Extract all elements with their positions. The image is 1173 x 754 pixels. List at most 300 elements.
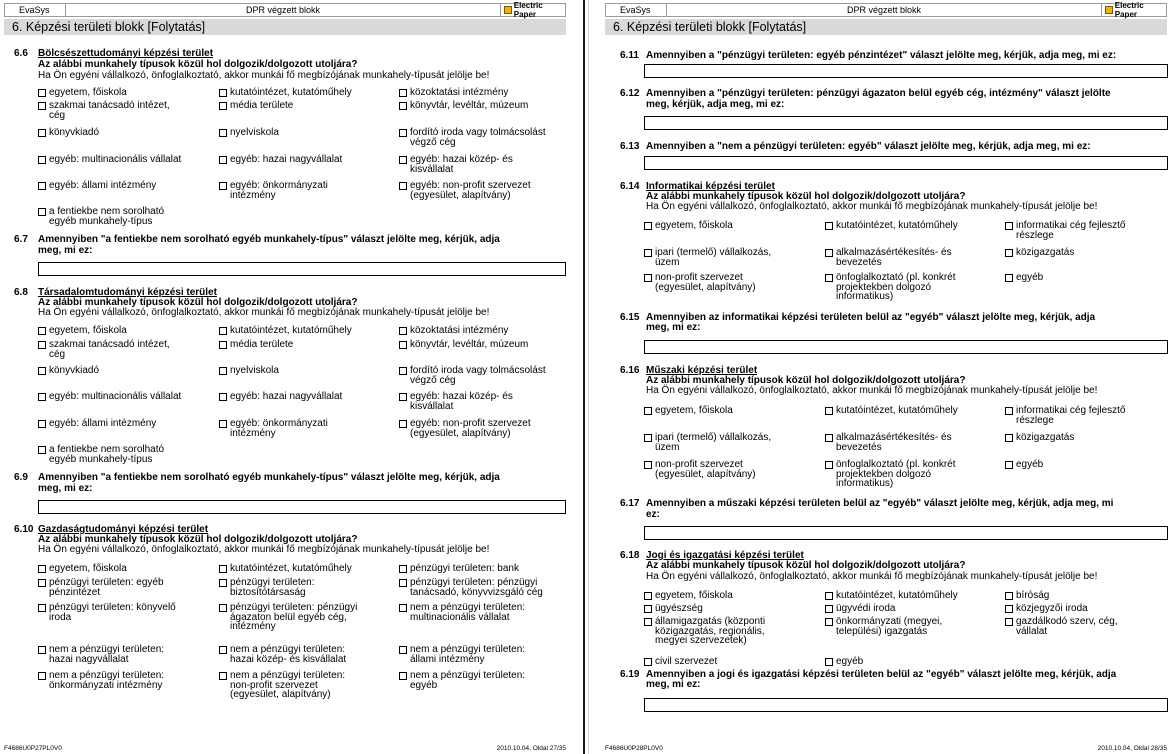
question-instruction-note: Ha Ön egyéni vállalkozó, önfoglalkoztató, akkor munkái fő megbízójának munkahely-típusát jelölje be! — [38, 307, 490, 318]
option-item[interactable] — [399, 671, 525, 690]
option-item[interactable] — [219, 645, 346, 664]
option-label: egyéb: hazai nagyvállalat — [230, 154, 343, 165]
option-label: ügyészség — [655, 603, 703, 614]
option-item[interactable] — [644, 591, 733, 601]
question-text-cont: meg, mi ez: — [38, 245, 93, 256]
option-label: pénzügyi területen: pénzügyi ágazaton belül egyéb cég, intézmény — [230, 602, 358, 632]
option-item[interactable] — [644, 657, 717, 667]
checkbox[interactable] — [219, 646, 227, 654]
question-text-cont: meg, mi ez: — [646, 322, 701, 333]
question-instruction-note: Ha Ön egyéni vállalkozó, önfoglalkoztató, akkor munkái fő megbízójának munkahely-típusát jelölje be! — [646, 201, 1098, 212]
option-label: fordító iroda vagy tolmácsolást végző cég — [410, 127, 546, 148]
option-item[interactable] — [399, 392, 513, 411]
option-label: kutatóintézet, kutatóműhely — [836, 405, 958, 416]
option-item[interactable] — [399, 326, 508, 336]
option-label: közigazgatás — [1016, 432, 1075, 443]
question-instruction-note: Ha Ön egyéni vállalkozó, önfoglalkoztató, akkor munkái fő megbízójának munkahely-típusát jelölje be! — [646, 385, 1098, 396]
option-item[interactable] — [1005, 273, 1043, 283]
answer-text-field[interactable] — [644, 526, 1168, 540]
checkbox[interactable] — [825, 222, 833, 230]
checkbox[interactable] — [825, 461, 833, 469]
section-title: 6. Képzési területi blokk [Folytatás] — [605, 19, 1167, 35]
question-text: Amennyiben a műszaki képzési területen belül az "egyéb" választ jelölte meg, kérjük, adja meg, mi — [646, 498, 1114, 509]
checkbox[interactable] — [1005, 407, 1013, 415]
option-item[interactable] — [38, 326, 127, 336]
checkbox[interactable] — [38, 646, 46, 654]
page-divider — [583, 0, 585, 754]
option-label: önfoglalkoztató (pl. konkrét projektekben dolgozó informatikus) — [836, 272, 956, 302]
option-item[interactable] — [38, 101, 170, 120]
checkbox[interactable] — [1005, 249, 1013, 257]
option-label: a fentiekbe nem sorolható egyéb munkahely-típus — [49, 206, 165, 227]
option-label: egyéb — [1016, 459, 1044, 470]
section-title: 6. Képzési területi blokk [Folytatás] — [4, 19, 566, 35]
checkbox[interactable] — [399, 182, 407, 190]
option-label: pénzügyi területen: biztosítótársaság — [230, 577, 315, 598]
page-divider-shadow — [588, 0, 589, 754]
answer-text-field[interactable] — [38, 500, 566, 514]
question-number: 6.8 — [14, 287, 28, 298]
question-instruction: Az alábbi munkahely típusok közül hol dolgozik/dolgozott utoljára? — [38, 59, 358, 70]
question-instruction: Az alábbi munkahely típusok közül hol dolgozik/dolgozott utoljára? — [646, 375, 966, 386]
option-item[interactable] — [38, 366, 99, 376]
option-item[interactable] — [399, 181, 531, 200]
checkbox[interactable] — [38, 156, 46, 164]
option-label: nem a pénzügyi területen: hazai közép- és kisvállalat — [230, 644, 347, 665]
question-text: Amennyiben a jogi és igazgatási képzési területen belül az "egyéb" választ jelölte meg, kérjük, adja — [646, 669, 1117, 680]
option-item[interactable] — [1005, 617, 1118, 636]
option-item[interactable] — [825, 248, 952, 267]
option-item[interactable] — [1005, 406, 1126, 425]
checkbox[interactable] — [825, 605, 833, 613]
option-item[interactable] — [38, 155, 181, 165]
option-label: pénzügyi területen: bank — [410, 563, 519, 574]
checkbox[interactable] — [38, 393, 46, 401]
checkbox[interactable] — [219, 672, 227, 680]
option-label: önkormányzati (megyei, települési) igazgatás — [836, 616, 943, 637]
electric-paper-icon — [504, 6, 512, 14]
option-item[interactable] — [219, 578, 315, 597]
checkbox[interactable] — [644, 222, 652, 230]
checkbox[interactable] — [38, 89, 46, 97]
option-label: nyelviskola — [230, 365, 279, 376]
option-item[interactable] — [1005, 591, 1049, 601]
option-item[interactable] — [219, 366, 279, 376]
option-label: egyéb: non-profit szervezet (egyesület, alapítvány) — [410, 418, 531, 439]
checkbox[interactable] — [38, 129, 46, 137]
system-name: EvaSys — [605, 3, 667, 17]
checkbox[interactable] — [644, 658, 652, 666]
option-item[interactable] — [644, 460, 756, 479]
checkbox[interactable] — [38, 208, 46, 216]
brand-logo: Electric Paper — [500, 3, 566, 17]
checkbox[interactable] — [1005, 461, 1013, 469]
option-label: közigazgatás — [1016, 247, 1075, 258]
option-label: kutatóintézet, kutatóműhely — [230, 325, 352, 336]
checkbox[interactable] — [399, 102, 407, 110]
option-item[interactable] — [825, 406, 958, 416]
option-item[interactable] — [38, 392, 181, 402]
option-label: egyéb: önkormányzati intézmény — [230, 180, 328, 201]
option-label: fordító iroda vagy tolmácsolást végző cég — [410, 365, 546, 386]
option-item[interactable] — [644, 273, 756, 292]
option-label: nem a pénzügyi területen: hazai nagyvállalat — [49, 644, 165, 665]
option-label: ipari (termelő) vállalkozás, üzem — [655, 432, 772, 453]
question-instruction: Az alábbi munkahely típusok közül hol dolgozik/dolgozott utoljára? — [38, 534, 358, 545]
option-item[interactable] — [38, 645, 164, 664]
option-label: egyéb: állami intézmény — [49, 418, 157, 429]
option-item[interactable] — [399, 578, 543, 597]
question-text-cont: meg, mi ez: — [38, 483, 93, 494]
question-text: Amennyiben "a fentiekbe nem sorolható egyéb munkahely-típus" választ jelölte meg, kérjük, adja — [38, 472, 500, 483]
option-label: a fentiekbe nem sorolható egyéb munkahely-típus — [49, 444, 165, 465]
option-item[interactable] — [399, 366, 546, 385]
option-label: pénzügyi területen: egyéb pénzintézet — [49, 577, 164, 598]
option-item[interactable] — [1005, 604, 1088, 614]
option-item[interactable] — [38, 181, 156, 191]
option-label: nyelviskola — [230, 127, 279, 138]
checkbox[interactable] — [399, 341, 407, 349]
option-label: egyéb: állami intézmény — [49, 180, 157, 191]
checkbox[interactable] — [644, 407, 652, 415]
checkbox[interactable] — [644, 618, 652, 626]
option-label: gazdálkodó szerv, cég, vállalat — [1016, 616, 1118, 637]
option-item[interactable] — [1005, 433, 1074, 443]
option-item[interactable] — [644, 406, 733, 416]
option-item[interactable] — [644, 604, 703, 614]
checkbox[interactable] — [399, 579, 407, 587]
footer-date: 2010.10.04, Oldal 28/35 — [1097, 745, 1167, 752]
checkbox[interactable] — [38, 341, 46, 349]
option-item[interactable] — [399, 340, 528, 350]
option-item[interactable] — [219, 340, 293, 350]
option-item[interactable] — [644, 221, 733, 231]
option-item[interactable] — [38, 88, 127, 98]
checkbox[interactable] — [38, 604, 46, 612]
checkbox[interactable] — [219, 182, 227, 190]
option-label: közoktatási intézmény — [410, 87, 509, 98]
checkbox[interactable] — [38, 102, 46, 110]
answer-text-field[interactable] — [644, 698, 1168, 712]
checkbox[interactable] — [219, 420, 227, 428]
option-item[interactable] — [399, 88, 508, 98]
option-label: kutatóintézet, kutatóműhely — [230, 563, 352, 574]
option-item[interactable] — [38, 578, 164, 597]
option-item[interactable] — [399, 155, 513, 174]
checkbox[interactable] — [644, 249, 652, 257]
checkbox[interactable] — [1005, 274, 1013, 282]
option-label: nem a pénzügyi területen: non-profit szervezet (egyesület, alapítvány) — [230, 670, 346, 700]
page-27 — [0, 0, 572, 754]
checkbox[interactable] — [38, 327, 46, 335]
checkbox[interactable] — [219, 565, 227, 573]
option-label: egyéb: hazai közép- és kisvállalat — [410, 154, 513, 175]
option-item[interactable] — [399, 564, 519, 574]
checkbox[interactable] — [1005, 592, 1013, 600]
question-number: 6.7 — [14, 234, 28, 245]
form-title: DPR végzett blokk — [667, 3, 1101, 17]
option-item[interactable] — [38, 564, 127, 574]
checkbox[interactable] — [1005, 605, 1013, 613]
option-item[interactable] — [219, 603, 357, 632]
option-item[interactable] — [1005, 460, 1043, 470]
checkbox[interactable] — [825, 274, 833, 282]
option-label: egyetem, főiskola — [655, 590, 733, 601]
checkbox[interactable] — [399, 420, 407, 428]
option-item[interactable] — [399, 419, 531, 438]
checkbox[interactable] — [825, 407, 833, 415]
option-label: egyéb: multinacionális vállalat — [49, 154, 182, 165]
option-item[interactable] — [825, 433, 952, 452]
checkbox[interactable] — [399, 646, 407, 654]
question-text: Amennyiben a "nem a pénzügyi területen: egyéb" választ jelölte meg, kérjük, adja meg, mi ez: — [646, 141, 1091, 152]
option-label: közoktatási intézmény — [410, 325, 509, 336]
option-label: kutatóintézet, kutatóműhely — [836, 590, 958, 601]
option-item[interactable] — [219, 326, 352, 336]
option-item[interactable] — [644, 248, 771, 267]
question-title: Jogi és igazgatási képzési terület — [646, 550, 804, 561]
option-label: szakmai tanácsadó intézet, cég — [49, 339, 170, 360]
option-item[interactable] — [1005, 248, 1074, 258]
option-item[interactable] — [38, 207, 164, 226]
checkbox[interactable] — [38, 565, 46, 573]
option-item[interactable] — [219, 181, 328, 200]
option-label: könyvtár, levéltár, múzeum — [410, 339, 529, 350]
checkbox[interactable] — [644, 461, 652, 469]
option-item[interactable] — [1005, 221, 1126, 240]
option-label: könyvtár, levéltár, múzeum — [410, 100, 529, 111]
checkbox[interactable] — [38, 579, 46, 587]
question-text-cont: meg, mi ez: — [646, 679, 701, 690]
checkbox[interactable] — [219, 393, 227, 401]
checkbox[interactable] — [38, 182, 46, 190]
option-label: média területe — [230, 339, 294, 350]
checkbox[interactable] — [1005, 618, 1013, 626]
checkbox[interactable] — [219, 604, 227, 612]
option-label: alkalmazásértékesítés- és bevezetés — [836, 247, 952, 268]
question-instruction-note: Ha Ön egyéni vállalkozó, önfoglalkoztató, akkor munkái fő megbízójának munkahely-típusát jelölje be! — [38, 70, 490, 81]
question-number: 6.6 — [14, 48, 28, 59]
question-title: Társadalomtudományi képzési terület — [38, 287, 217, 298]
checkbox[interactable] — [399, 129, 407, 137]
option-label: egyéb: multinacionális vállalat — [49, 391, 182, 402]
option-label: államigazgatás (központi közigazgatás, regionális, megyei szervezetek) — [655, 616, 766, 646]
option-label: média területe — [230, 100, 294, 111]
question-number: 6.9 — [14, 472, 28, 483]
option-item[interactable] — [644, 617, 765, 646]
option-item[interactable] — [219, 88, 352, 98]
checkbox[interactable] — [219, 129, 227, 137]
option-label: non-profit szervezet (egyesület, alapítvány) — [655, 272, 756, 293]
checkbox[interactable] — [399, 327, 407, 335]
option-item[interactable] — [219, 128, 279, 138]
answer-text-field[interactable] — [644, 156, 1168, 170]
checkbox[interactable] — [399, 367, 407, 375]
checkbox[interactable] — [399, 89, 407, 97]
system-name: EvaSys — [4, 3, 66, 17]
option-item[interactable] — [825, 604, 895, 614]
brand-logo: Electric Paper — [1101, 3, 1167, 17]
page-gutter — [576, 0, 598, 754]
checkbox[interactable] — [825, 658, 833, 666]
option-item[interactable] — [38, 671, 164, 690]
question-text: Amennyiben a "pénzügyi területen: pénzügyi ágazaton belül egyéb cég, intézmény" választ jelölte — [646, 88, 1111, 99]
question-number: 6.18 — [620, 550, 640, 561]
option-item[interactable] — [399, 603, 525, 622]
checkbox[interactable] — [219, 102, 227, 110]
option-label: pénzügyi területen: pénzügyi tanácsadó, könyvvizsgáló cég — [410, 577, 543, 598]
option-label: egyetem, főiskola — [655, 405, 733, 416]
option-item[interactable] — [644, 433, 771, 452]
checkbox[interactable] — [38, 367, 46, 375]
question-title: Műszaki képzési terület — [646, 365, 758, 376]
option-item[interactable] — [825, 460, 956, 489]
question-title: Informatikai képzési terület — [646, 181, 775, 192]
option-label: kutatóintézet, kutatóműhely — [230, 87, 352, 98]
option-label: informatikai cég fejlesztő részlege — [1016, 220, 1126, 241]
option-item[interactable] — [825, 273, 956, 302]
option-label: civil szervezet — [655, 656, 718, 667]
option-label: közjegyzői iroda — [1016, 603, 1088, 614]
answer-text-field[interactable] — [644, 64, 1168, 78]
option-label: ipari (termelő) vállalkozás, üzem — [655, 247, 772, 268]
electric-paper-icon — [1105, 6, 1113, 14]
answer-text-field[interactable] — [38, 262, 566, 276]
question-number: 6.10 — [14, 524, 34, 535]
option-item[interactable] — [399, 645, 525, 664]
option-item[interactable] — [38, 603, 176, 622]
option-label: informatikai cég fejlesztő részlege — [1016, 405, 1126, 426]
option-label: alkalmazásértékesítés- és bevezetés — [836, 432, 952, 453]
option-item[interactable] — [38, 340, 170, 359]
checkbox[interactable] — [399, 393, 407, 401]
question-instruction: Az alábbi munkahely típusok közül hol dolgozik/dolgozott utoljára? — [646, 560, 966, 571]
option-label: pénzügyi területen: könyvelő iroda — [49, 602, 176, 623]
checkbox[interactable] — [399, 672, 407, 680]
option-item[interactable] — [219, 419, 328, 438]
question-number: 6.15 — [620, 312, 640, 323]
page-header — [4, 3, 566, 17]
checkbox[interactable] — [219, 367, 227, 375]
option-label: ügyvédi iroda — [836, 603, 896, 614]
form-title: DPR végzett blokk — [66, 3, 500, 17]
option-item[interactable] — [219, 671, 345, 700]
question-number: 6.12 — [620, 88, 640, 99]
option-label: könyvkiadó — [49, 127, 100, 138]
page-28 — [601, 0, 1173, 754]
option-item[interactable] — [219, 392, 342, 402]
question-instruction: Az alábbi munkahely típusok közül hol dolgozik/dolgozott utoljára? — [646, 191, 966, 202]
option-label: egyéb — [1016, 272, 1044, 283]
option-label: egyetem, főiskola — [49, 325, 127, 336]
question-number: 6.11 — [620, 50, 639, 61]
option-label: egyetem, főiskola — [49, 87, 127, 98]
checkbox[interactable] — [825, 618, 833, 626]
option-label: non-profit szervezet (egyesület, alapítvány) — [655, 459, 756, 480]
checkbox[interactable] — [219, 89, 227, 97]
option-label: egyéb — [836, 656, 864, 667]
option-label: egyéb: hazai közép- és kisvállalat — [410, 391, 513, 412]
footer-date: 2010.10.04, Oldal 27/35 — [496, 745, 566, 752]
option-label: egyetem, főiskola — [655, 220, 733, 231]
option-label: nem a pénzügyi területen: multinacionális vállalat — [410, 602, 526, 623]
answer-text-field[interactable] — [644, 340, 1168, 354]
option-label: egyetem, főiskola — [49, 563, 127, 574]
question-title: Gazdaságtudományi képzési terület — [38, 524, 209, 535]
option-item[interactable] — [825, 617, 942, 636]
footer-code: F4686U0P27PL0V0 — [4, 745, 62, 752]
question-text-cont: meg, kérjük, adja meg, mi ez: — [646, 99, 785, 110]
question-number: 6.16 — [620, 365, 640, 376]
checkbox[interactable] — [219, 156, 227, 164]
question-text: Amennyiben az informatikai képzési területen belül az "egyéb" választ jelölte meg, kérjük, adja — [646, 312, 1096, 323]
question-number: 6.17 — [620, 498, 640, 509]
checkbox[interactable] — [219, 341, 227, 349]
checkbox[interactable] — [38, 420, 46, 428]
option-label: könyvkiadó — [49, 365, 100, 376]
option-item[interactable] — [219, 564, 352, 574]
option-item[interactable] — [825, 221, 958, 231]
option-item[interactable] — [38, 128, 99, 138]
checkbox[interactable] — [644, 434, 652, 442]
checkbox[interactable] — [825, 249, 833, 257]
option-item[interactable] — [219, 101, 293, 111]
checkbox[interactable] — [644, 605, 652, 613]
checkbox[interactable] — [399, 604, 407, 612]
question-text: Amennyiben a "pénzügyi területen: egyéb pénzintézet" választ jelölte meg, kérjük, adja meg, mi ez: — [646, 50, 1117, 61]
option-item[interactable] — [399, 101, 528, 111]
question-text-cont: ez: — [646, 509, 660, 520]
footer-code: F4686U0P28PL0V0 — [605, 745, 663, 752]
option-label: egyéb: önkormányzati intézmény — [230, 418, 328, 439]
checkbox[interactable] — [644, 592, 652, 600]
checkbox[interactable] — [825, 592, 833, 600]
option-item[interactable] — [825, 591, 958, 601]
checkbox[interactable] — [1005, 222, 1013, 230]
option-label: kutatóintézet, kutatóműhely — [836, 220, 958, 231]
checkbox[interactable] — [644, 274, 652, 282]
checkbox[interactable] — [38, 446, 46, 454]
checkbox[interactable] — [825, 434, 833, 442]
question-title: Bölcsészettudományi képzési terület — [38, 48, 214, 59]
checkbox[interactable] — [219, 579, 227, 587]
option-item[interactable] — [399, 128, 546, 147]
option-item[interactable] — [38, 445, 164, 464]
page-header — [605, 3, 1167, 17]
checkbox[interactable] — [399, 156, 407, 164]
option-label: bíróság — [1016, 590, 1050, 601]
question-text: Amennyiben "a fentiekbe nem sorolható egyéb munkahely-típus" választ jelölte meg, kérjük, adja — [38, 234, 500, 245]
checkbox[interactable] — [399, 565, 407, 573]
question-number: 6.13 — [620, 141, 640, 152]
checkbox[interactable] — [1005, 434, 1013, 442]
option-label: szakmai tanácsadó intézet, cég — [49, 100, 170, 121]
option-label: nem a pénzügyi területen: önkormányzati intézmény — [49, 670, 165, 691]
option-label: egyéb: hazai nagyvállalat — [230, 391, 343, 402]
question-number: 6.14 — [620, 181, 640, 192]
checkbox[interactable] — [38, 672, 46, 680]
option-item[interactable] — [38, 419, 156, 429]
option-label: önfoglalkoztató (pl. konkrét projektekben dolgozó informatikus) — [836, 459, 956, 489]
option-item[interactable] — [219, 155, 342, 165]
question-number: 6.19 — [620, 669, 640, 680]
checkbox[interactable] — [219, 327, 227, 335]
option-item[interactable] — [825, 657, 863, 667]
option-label: nem a pénzügyi területen: állami intézmény — [410, 644, 526, 665]
option-label: egyéb: non-profit szervezet (egyesület, alapítvány) — [410, 180, 531, 201]
question-instruction: Az alábbi munkahely típusok közül hol dolgozik/dolgozott utoljára? — [38, 297, 358, 308]
answer-text-field[interactable] — [644, 116, 1168, 130]
